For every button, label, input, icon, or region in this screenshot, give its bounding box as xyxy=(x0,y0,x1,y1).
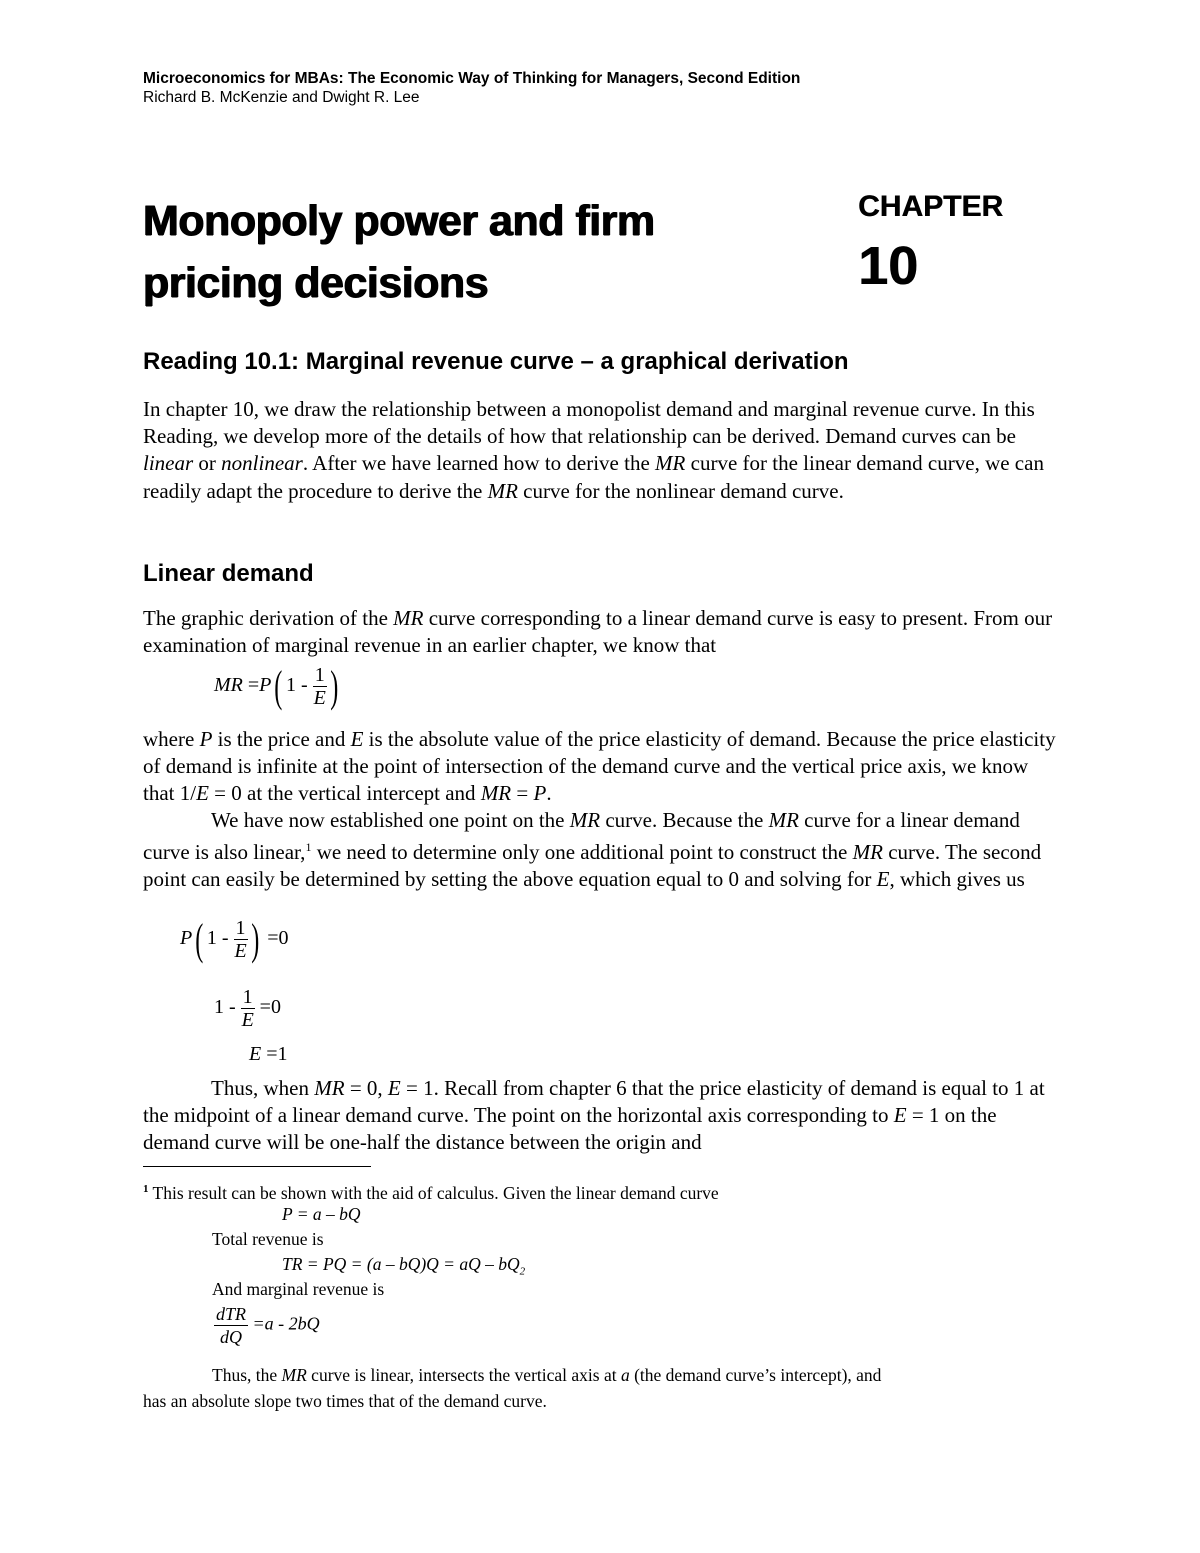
footnote-eq-derivative: $\frac{\text{dTR}}{dQ}$ =a - 2bQ xyxy=(216,1304,320,1347)
footnote-line-1: $^1$ This result can be shown with the aid of calculus. Given the linear demand curve xyxy=(143,1182,719,1203)
footnote-line-3: And marginal revenue is xyxy=(212,1279,385,1299)
section-heading-linear-demand: Linear demand xyxy=(143,560,314,587)
chapter-label: CHAPTER xyxy=(858,190,1004,223)
paragraph-1: The graphic derivation of the MR curve corresponding to a linear demand curve is easy to present. From our examination of marginal revenue in an earlier chapter, we know that xyxy=(143,606,1053,658)
footnote-separator xyxy=(143,1166,371,1167)
footnote-line-2: Total revenue is xyxy=(212,1229,324,1249)
paragraph-4: Thus, when MR = 0, E = 1. Recall from chapter 6 that the price elasticity of demand is equal to 1 at the midpoint of a linear demand curve. The point on the horizontal axis corresponding to E = 1 on the demand curve will be one-half the distance between the origin and xyxy=(143,1076,1045,1155)
chapter-title-line2: pricing decisions xyxy=(143,259,489,307)
footnote-eq-demand: P = a – bQ xyxy=(282,1204,361,1224)
book-title: Microeconomics for MBAs: The Economic Way of Thinking for Managers, Second Edition xyxy=(143,70,801,87)
chapter-title-line1: Monopoly power and firm xyxy=(143,197,655,245)
equation-e-equals-1: E =1 xyxy=(249,1043,288,1065)
equation-reduced: 1 - $\frac{1}{E}$ =0 xyxy=(214,986,281,1031)
footnote-conclusion-line-1: Thus, the MR curve is linear, intersects the vertical axis at a (the demand curve’s intercept), and xyxy=(212,1365,882,1385)
book-authors: Richard B. McKenzie and Dwight R. Lee xyxy=(143,89,420,106)
footnote-eq-tr: TR = PQ = (a – bQ)Q = aQ – $bQ_2$ xyxy=(282,1254,526,1278)
equation-mr: MR =P( 1 - $\frac{1}{E}$ ) xyxy=(214,661,339,711)
intro-paragraph: In chapter 10, we draw the relationship between a monopolist demand and marginal revenue curve. In this Reading, we develop more of the details of how that relationship can be derived. Demand curves can be linear or nonlinear. After we have learned how to derive the MR curve for the linear demand curve, we can readily adapt the procedure to derive the MR curve for the nonlinear demand curve. xyxy=(143,397,1044,503)
reading-heading: Reading 10.1: Marginal revenue curve – a graphical derivation xyxy=(143,348,849,375)
footnote-ref: 1 xyxy=(305,840,312,855)
equation-set-zero: P( 1 - $\frac{1}{E}$ ) =0 xyxy=(180,914,289,964)
paragraph-3: We have now established one point on the MR curve. Because the MR curve for a linear demand curve is also linear,$^1$ we need to determine only one additional point to construct the MR curve. The second point can easily be determined by setting the above equation equal to 0 and solving for E, which gives us xyxy=(143,808,1042,892)
chapter-number: 10 xyxy=(858,236,919,296)
paragraph-2: where P is the price and E is the absolute value of the price elasticity of demand. Because the price elasticity of demand is infinite at the point of intersection of the demand curve and the vertical price axis, we know that 1/E = 0 at the vertical intercept and MR = P. xyxy=(143,727,1056,806)
chapter-title xyxy=(143,190,655,314)
footnote-conclusion-line-2: has an absolute slope two times that of the demand curve. xyxy=(143,1391,547,1411)
